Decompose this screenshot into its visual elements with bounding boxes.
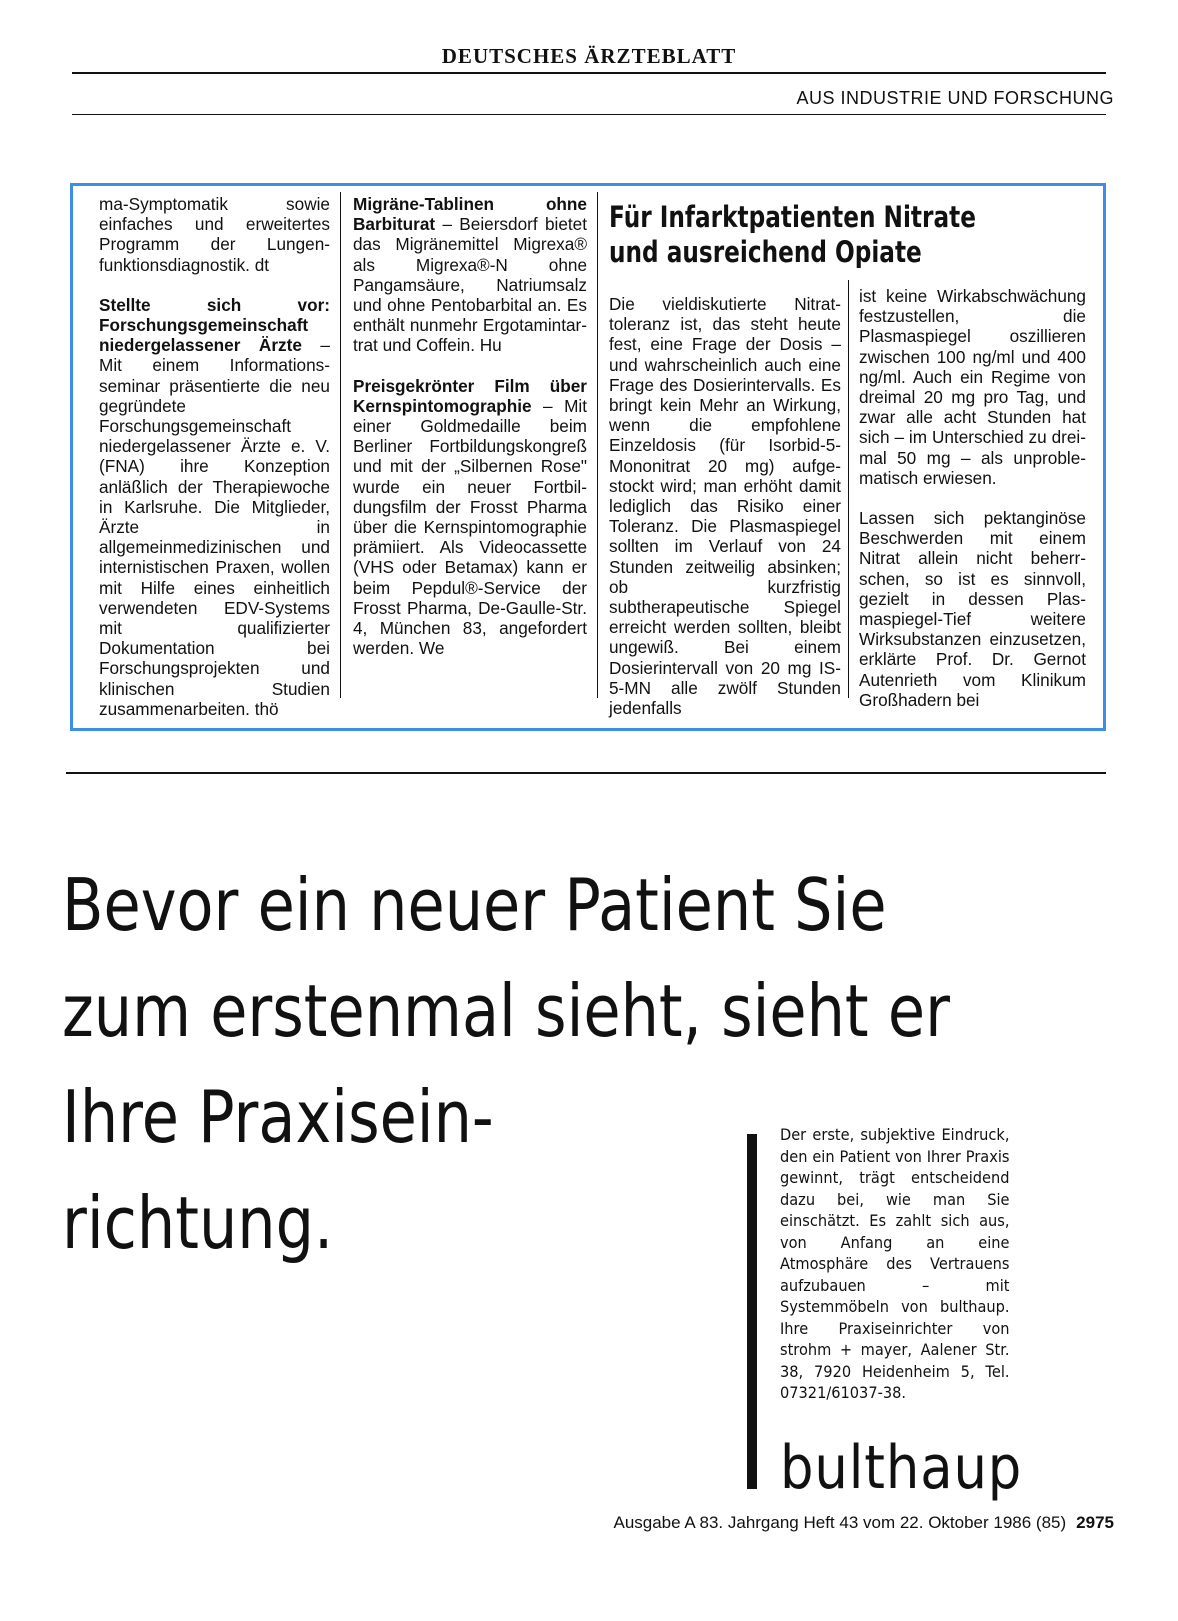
- section-title: AUS INDUSTRIE UND FORSCHUNG: [796, 88, 1114, 108]
- masthead: DEUTSCHES ÄRZTEBLATT: [441, 44, 737, 68]
- article-column-1: [609, 294, 841, 718]
- ad-rule: [66, 772, 1106, 774]
- ad-accent-bar: [747, 1134, 757, 1489]
- news-heading: Migräne-Tablinen ohne Barbiturat: [353, 194, 587, 235]
- news-text: – Mit einer Goldmedaille beim Berliner Fortbildungskongreß und mit der „Silbernen Rose" wurde ein neuer Fortbildungsfilm der Frosst Pharma über die Kernspintomographie prämiiert. Als Videocassette (VHS oder Betamax) kann er beim Pepdul®-Service der Frosst Pharma, De-Gaulle-Str. 4, München 83, angefordert werden. We: [353, 395, 587, 659]
- top-rule: [72, 72, 1106, 74]
- paragraph: [99, 295, 330, 719]
- issue-info: Ausgabe A 83. Jahrgang Heft 43 vom 22. Oktober 1986 (85): [613, 1513, 1067, 1532]
- ad-headline-line: richtung.: [62, 1181, 334, 1265]
- paragraph: ist keine Wirkabschwächung festzustellen, die Plasmaspiegel oszillieren zwischen 100 ng/ml und 400 ng/ml. Auch ein Regime von dreimal 20 mg pro Tag, und zwar alle acht Stunden hat sich – im Unterschied zu dreimal 50 mg – als unproblematisch erwiesen.: [859, 286, 1086, 488]
- column-divider: [848, 280, 849, 698]
- page-number: 2975: [1076, 1513, 1114, 1532]
- news-column-1: [99, 194, 330, 719]
- ad-headline-line: Ihre Praxisein-: [62, 1075, 494, 1159]
- news-column-2: [353, 194, 587, 658]
- column-divider: [340, 192, 341, 698]
- paragraph: Die vieldiskutierte Nitrattoleranz ist, das steht heute fest, eine Frage der Dosis – und wahrscheinlich auch eine Frage des Dosierintervalls. Es bringt kein Mehr an Wirkung, wenn die empfohlene Einzeldosis (für Isorbid-5-Mononitrat 20 mg) aufgestockt wird; man erhöht damit lediglich das Risiko einer Toleranz. Die Plasmaspiegel sollten im Verlauf von 24 Stunden zeitweilig absinken; ob kurzfristig subtherapeutische Spiegel erreicht werden sollten, bleibt ungewiß. Bei einem Dosierintervall von 20 mg IS-5-MN alle zwölf Stunden jedenfalls: [609, 294, 841, 719]
- paragraph: [353, 376, 587, 659]
- ad-headline-line: Bevor ein neuer Patient Sie: [62, 863, 887, 947]
- paragraph: ma-Symptomatik sowie einfaches und erweitertes Programm der Lungenfunktionsdiagnostik. dt: [99, 194, 330, 275]
- article-column-2: [859, 286, 1086, 710]
- column-divider: [597, 192, 598, 698]
- section-rule: [72, 114, 1106, 115]
- news-heading: Preisgekrönter Film über Kernspintomographie: [353, 375, 587, 416]
- page-footer: [613, 1513, 1114, 1533]
- ad-headline-line: zum erstenmal sieht, sieht er: [62, 969, 950, 1053]
- news-text: – Mit einem Informationsseminar präsentierte die neu gegründete Forschungsgemeinschaft niedergelassener Ärzte e. V. (FNA) ihre Konzeption anläßlich der Therapiewoche in Karlsruhe. Die Mitglieder, Ärzte in allgemeinmedizinischen und internistischen Praxen, wollen mit Hilfe eines einheitlich verwendeten EDV-Systems mit qualifizierter Dokumentation bei Forschungsprojekten und klinischen Studien zusammenarbeiten. thö: [99, 335, 330, 719]
- news-text: – Beiersdorf bietet das Migränemittel Migrexa® als Migrexa®-N ohne Pangamsäure, Natriumsalz und ohne Pentobarbital an. Es enthält nunmehr Ergotamintartrat und Coffein. Hu: [353, 214, 587, 356]
- paragraph: [353, 194, 587, 356]
- brand-logo: bulthaup: [780, 1433, 1023, 1503]
- news-heading: Stellte sich vor: Forschungsgemeinschaft niedergelassener Ärzte: [99, 294, 330, 356]
- paragraph: Lassen sich pektanginöse Beschwerden mit einem Nitrat allein nicht beherrschen, so ist es sinnvoll, gezielt in dessen Plasmaspiegel-Tief weitere Wirksubstanzen einzusetzen, erklärte Prof. Dr. Gernot Autenrieth vom Klinikum Großhadern bei: [859, 508, 1086, 710]
- ad-copy: Der erste, subjektive Eindruck, den ein Patient von Ihrer Praxis gewinnt, trägt entscheidend dazu bei, wie man Sie einschätzt. Es zahlt sich aus, von Anfang an eine Atmosphäre des Vertrauens aufzubauen – mit Systemmöbeln von bulthaup. Ihre Praxiseinrichter von strohm + mayer, Aalener Str. 38, 7920 Heidenheim 5, Tel. 07321/61037-38.: [780, 1125, 1010, 1402]
- news-box: [70, 183, 1106, 731]
- article-headline: Für Infarktpatienten Nitrate und ausreichend Opiate: [609, 200, 976, 269]
